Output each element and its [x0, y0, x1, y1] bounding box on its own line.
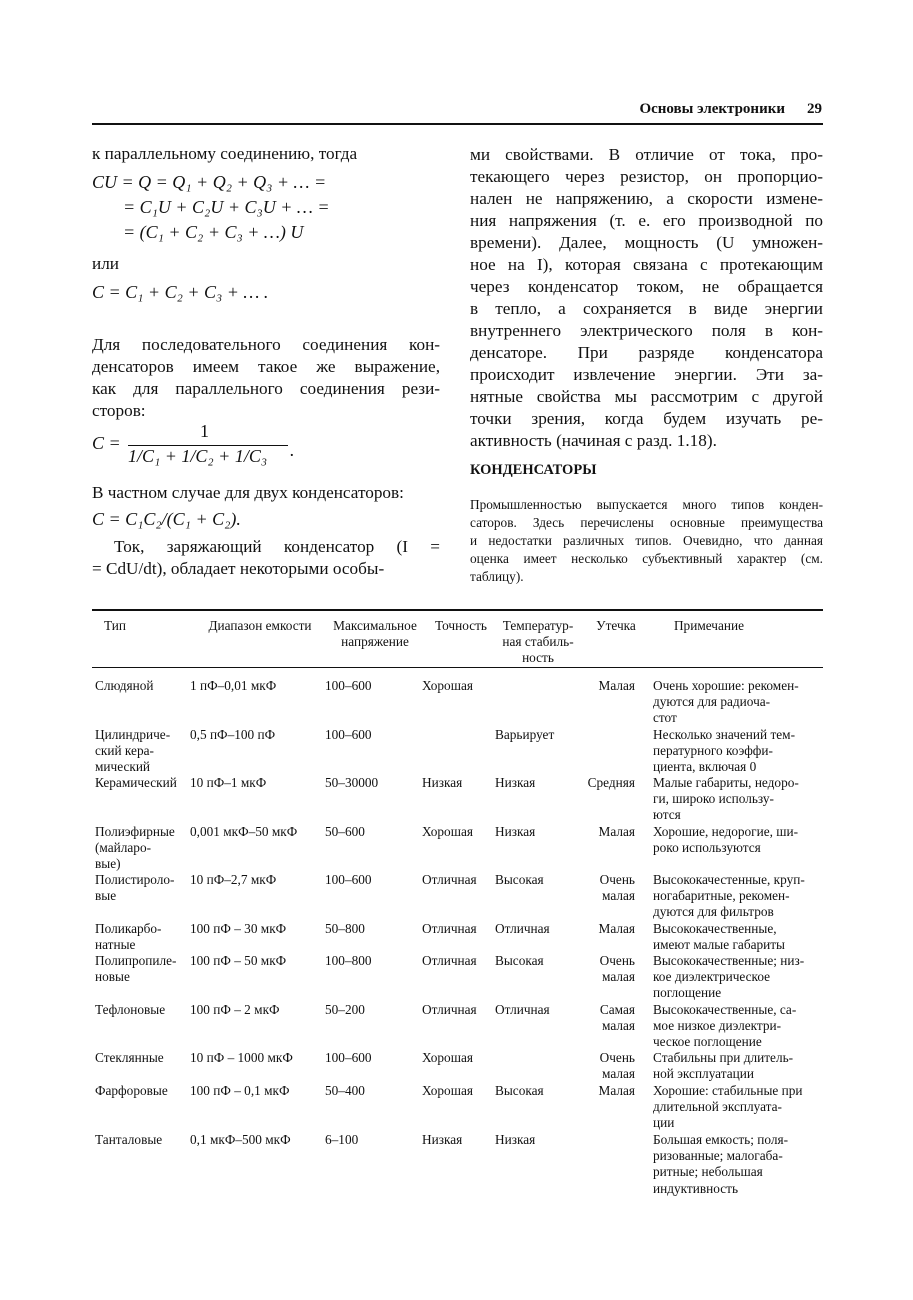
equation-series-numerator: 1 — [200, 421, 209, 441]
cell-max-voltage: 6–100 — [325, 1132, 359, 1147]
cell-type: Поликарбо- натные — [95, 921, 162, 953]
equation-series-dot: . — [290, 440, 295, 460]
cell-accuracy: Низкая — [422, 1132, 463, 1147]
text-line: оценка имеет несколько субъективный характер (см. — [470, 551, 823, 566]
text-line: происходит извлечение энергии. Эти за- — [470, 365, 823, 384]
text-line: ми свойствами. В отличие от тока, про- — [470, 145, 823, 164]
cell-leakage: Очень малая — [599, 953, 635, 985]
intro-text: к параллельному соединению, тогда — [92, 144, 358, 163]
cell-leakage: Очень малая — [599, 1050, 635, 1082]
cell-temp-stability: Высокая — [495, 872, 544, 887]
cell-type: Керамический — [95, 775, 177, 790]
cell-leakage: Малая — [598, 824, 635, 839]
text-line: нален не напряжению, а скорости измене- — [470, 189, 823, 208]
cell-type: Слюдяной — [95, 678, 154, 693]
cell-capacitance-range: 100 пФ – 2 мкФ — [190, 1002, 280, 1017]
cell-accuracy: Отличная — [422, 953, 477, 968]
running-title: Основы электроники — [639, 101, 785, 117]
cell-type: Полистироло- вые — [95, 872, 175, 904]
cell-max-voltage: 100–600 — [325, 727, 372, 742]
cell-leakage: Малая — [598, 678, 635, 693]
cell-note: Высококачественные; низ- кое диэлектрическое поглощение — [653, 953, 805, 1001]
equation-series-denominator: 1/C₁ + 1/C₂ + 1/C₃ — [128, 446, 268, 466]
text-line: таблицу). — [470, 569, 524, 584]
cell-temp-stability: Высокая — [495, 1083, 544, 1098]
section-intro — [470, 496, 823, 586]
cell-type: Тефлоновые — [95, 1002, 166, 1017]
cell-leakage: Самая малая — [599, 1002, 635, 1034]
cell-max-voltage: 100–600 — [325, 872, 372, 887]
cell-max-voltage: 100–600 — [325, 678, 372, 693]
text-line: Промышленностью выпускается много типов конден- — [470, 497, 823, 512]
text-line: как для параллельного соединения рези- — [92, 379, 440, 398]
text-line: ное на I), которая связана с протекающим — [470, 255, 823, 274]
text-line: нятные свойства мы рассмотрим с другой — [470, 387, 823, 406]
page-number: 29 — [807, 101, 822, 117]
cell-note: Высококачественные, имеют малые габариты — [653, 921, 785, 953]
cell-type: Фарфоровые — [95, 1083, 168, 1098]
cell-temp-stability: Отличная — [495, 921, 550, 936]
text-line: времени). Далее, мощность (U умножен- — [470, 233, 823, 252]
text-line: денсаторов имеем такое же выражение, — [92, 357, 440, 376]
text-line: текающего через резистор, он пропорцио- — [470, 167, 823, 186]
cell-accuracy: Хорошая — [422, 1050, 473, 1065]
cell-max-voltage: 50–800 — [325, 921, 365, 936]
cell-capacitance-range: 10 пФ–2,7 мкФ — [190, 872, 277, 887]
cell-note: Стабильны при длитель- ной эксплуатации — [653, 1050, 794, 1082]
cell-accuracy: Хорошая — [422, 824, 473, 839]
cell-capacitance-range: 10 пФ–1 мкФ — [190, 775, 267, 790]
cell-capacitance-range: 1 пФ–0,01 мкФ — [190, 678, 277, 693]
cell-capacitance-range: 100 пФ – 30 мкФ — [190, 921, 287, 936]
cell-accuracy: Отличная — [422, 1002, 477, 1017]
text-line: саторов. Здесь перечислены основные преимущества — [470, 515, 823, 530]
table-header-rule — [92, 667, 823, 668]
cell-type: Полиэфирные (майларо- вые) — [95, 824, 175, 872]
text-line: и недостатки различных типов. Очевидно, что данная — [470, 533, 823, 548]
cell-type: Стеклянные — [95, 1050, 164, 1065]
cell-capacitance-range: 100 пФ – 0,1 мкФ — [190, 1083, 290, 1098]
cell-accuracy: Хорошая — [422, 678, 473, 693]
cell-note: Хорошие, недорогие, ши- роко используются — [653, 824, 799, 856]
column-header-accuracy: Точность — [435, 618, 487, 633]
cell-note: Высококачественные, са- мое низкое диэлектри- ческое поглощение — [653, 1002, 797, 1050]
paragraph-series — [92, 334, 440, 422]
column-header-type: Тип — [103, 618, 127, 633]
text-line: Ток, заряжающий конденсатор (I = — [114, 537, 440, 556]
cell-max-voltage: 100–600 — [325, 1050, 372, 1065]
cell-note: Высококачестенные, круп- ногабаритные, рекомен- дуются для фильтров — [653, 872, 805, 920]
equation-parallel-2: = C₁U + C₂U + C₃U + … = — [123, 197, 330, 217]
cell-accuracy: Низкая — [422, 775, 463, 790]
running-header — [600, 101, 822, 118]
text-line: в тепло, а сохраняется в виде энергии — [470, 299, 823, 318]
cell-accuracy: Отличная — [422, 921, 477, 936]
cell-capacitance-range: 100 пФ – 50 мкФ — [190, 953, 287, 968]
equation-two-capacitors: C = C₁C₂/(C₁ + C₂). — [92, 509, 241, 529]
cell-accuracy: Хорошая — [422, 1083, 473, 1098]
cell-accuracy: Отличная — [422, 872, 477, 887]
equation-parallel-1: CU = Q = Q₁ + Q₂ + Q₃ + … = — [92, 172, 327, 192]
section-heading: КОНДЕНСАТОРЫ — [470, 462, 597, 478]
text-line: точки зрения, когда будем изучать ре- — [470, 409, 823, 428]
cell-max-voltage: 50–600 — [325, 824, 365, 839]
cell-leakage: Малая — [598, 1083, 635, 1098]
cell-type: Цилиндриче- ский кера- мический — [95, 727, 171, 775]
text-line: ния напряжения (т. е. его производной по — [470, 211, 823, 230]
cell-leakage: Средняя — [587, 775, 635, 790]
column-header-temp-stability: Температур- ная стабиль- ность — [502, 618, 574, 666]
or-text: или — [92, 254, 119, 273]
cell-note: Малые габариты, недоро- ги, широко использу- ются — [653, 775, 799, 823]
cell-temp-stability: Высокая — [495, 953, 544, 968]
text-line: Для последовательного соединения кон- — [92, 335, 440, 354]
cell-temp-stability: Низкая — [495, 775, 536, 790]
cell-note: Несколько значений тем- пературного коэффи- циента, включая 0 — [653, 727, 796, 775]
cell-capacitance-range: 0,5 пФ–100 пФ — [190, 727, 276, 742]
column-header-note: Примечание — [673, 618, 745, 633]
paragraph-properties — [470, 144, 823, 452]
equation-parallel-sum: C = C₁ + C₂ + C₃ + … . — [92, 282, 269, 302]
column-header-max-voltage: Максимальное напряжение — [333, 618, 417, 650]
cell-note: Хорошие: стабильные при длительной эксплуата- ции — [653, 1083, 803, 1131]
cell-temp-stability: Отличная — [495, 1002, 550, 1017]
cell-type: Танталовые — [95, 1132, 163, 1147]
cell-temp-stability: Низкая — [495, 824, 536, 839]
equation-parallel-3: = (C₁ + C₂ + C₃ + …) U — [123, 222, 304, 242]
cell-temp-stability: Варьирует — [495, 727, 555, 742]
header-rule — [92, 123, 823, 125]
cell-temp-stability: Низкая — [495, 1132, 536, 1147]
text-line: = CdU/dt), обладает некоторыми особы- — [92, 559, 385, 578]
cell-max-voltage: 50–30000 — [325, 775, 379, 790]
special-case-text: В частном случае для двух конденсаторов: — [92, 483, 404, 502]
table-top-rule — [92, 609, 823, 611]
cell-leakage: Малая — [598, 921, 635, 936]
cell-note: Большая емкость; поля- ризованные; малогаба- ритные; небольшая индуктивность — [653, 1132, 789, 1196]
column-header-capacitance-range: Диапазон емкости — [208, 618, 312, 633]
text-line: денсаторе. При разряде конденсатора — [470, 343, 823, 362]
equation-series-lhs: C = — [92, 433, 121, 453]
cell-max-voltage: 100–800 — [325, 953, 372, 968]
cell-max-voltage: 50–400 — [325, 1083, 365, 1098]
text-line: активность (начиная с разд. 1.18). — [470, 431, 717, 450]
cell-capacitance-range: 0,1 мкФ–500 мкФ — [190, 1132, 291, 1147]
cell-leakage: Очень малая — [599, 872, 635, 904]
text-line: через конденсатор током, не обращается — [470, 277, 823, 296]
cell-capacitance-range: 10 пФ – 1000 мкФ — [190, 1050, 293, 1065]
cell-note: Очень хорошие: рекомен- дуются для радиоча- стот — [653, 678, 799, 726]
cell-type: Полипропиле- новые — [95, 953, 177, 985]
text-line: внутреннего электрического поля в кон- — [470, 321, 823, 340]
cell-capacitance-range: 0,001 мкФ–50 мкФ — [190, 824, 298, 839]
cell-max-voltage: 50–200 — [325, 1002, 365, 1017]
text-line: сторов: — [92, 401, 146, 420]
paragraph-current — [92, 536, 440, 580]
column-header-leakage: Утечка — [596, 618, 636, 633]
